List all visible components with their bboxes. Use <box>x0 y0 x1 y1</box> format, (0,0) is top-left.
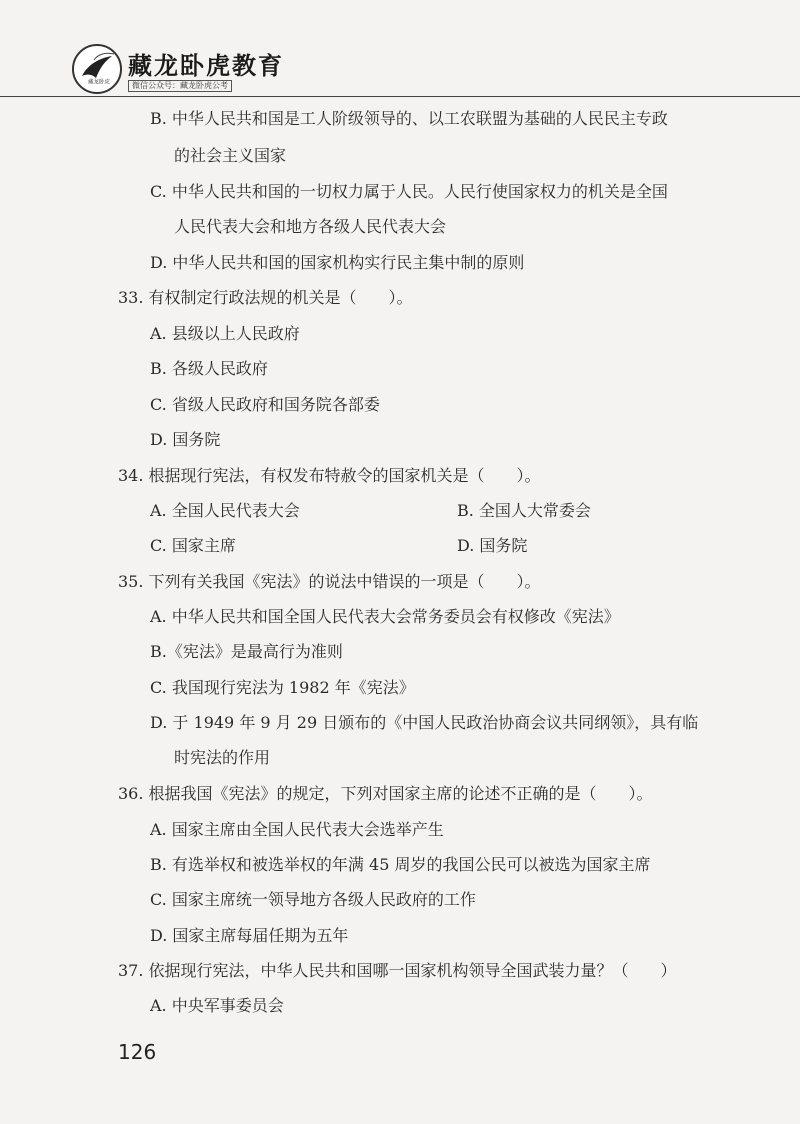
question-stem: 36. 根据我国《宪法》的规定，下列对国家主席的论述不正确的是（ ）。 <box>118 784 653 803</box>
brand-title: 藏龙卧虎教育 <box>128 52 284 80</box>
option-text: C. 国家主席 <box>150 536 236 555</box>
option-text: A. 全国人民代表大会 <box>150 501 300 520</box>
page-header <box>0 0 800 100</box>
option-text: C. 中华人民共和国的一切权力属于人民。人民行使国家权力的机关是全国 <box>150 182 668 201</box>
option-text: D. 于 1949 年 9 月 29 日颁布的《中国人民政治协商会议共同纲领》，具有临 <box>150 713 699 732</box>
option-text: B.《宪法》是最高行为准则 <box>150 642 343 661</box>
option-text: A. 中华人民共和国全国人民代表大会常务委员会有权修改《宪法》 <box>150 607 620 626</box>
option-text: B. 中华人民共和国是工人阶级领导的、以工农联盟为基础的人民民主专政 <box>150 109 668 128</box>
option-text: D. 国家主席每届任期为五年 <box>150 926 349 945</box>
option-text: D. 国务院 <box>150 430 221 449</box>
question-stem: 34. 根据现行宪法，有权发布特赦令的国家机关是（ ）。 <box>118 466 541 485</box>
page-number: 126 <box>118 1040 157 1064</box>
logo-text: 藏龙卧虎 <box>88 79 110 86</box>
option-text: C. 我国现行宪法为 1982 年《宪法》 <box>150 678 415 697</box>
option-text: B. 有选举权和被选举权的年满 45 周岁的我国公民可以被选为国家主席 <box>150 855 651 874</box>
option-text: A. 国家主席由全国人民代表大会选举产生 <box>150 820 444 839</box>
brand-subtitle: 微信公众号：藏龙卧虎公考 <box>128 80 232 92</box>
option-continuation: 时宪法的作用 <box>174 748 271 767</box>
question-stem: 35. 下列有关我国《宪法》的说法中错误的一项是（ ）。 <box>118 572 541 591</box>
question-stem: 33. 有权制定行政法规的机关是（ ）。 <box>118 288 413 307</box>
question-stem: 37. 依据现行宪法，中华人民共和国哪一国家机构领导全国武装力量？（ ） <box>118 961 677 980</box>
option-text: C. 省级人民政府和国务院各部委 <box>150 395 380 414</box>
option-text: D. 国务院 <box>457 536 528 555</box>
option-text: A. 县级以上人民政府 <box>150 324 300 343</box>
option-text: B. 全国人大常委会 <box>457 501 591 520</box>
option-text: C. 国家主席统一领导地方各级人民政府的工作 <box>150 890 476 909</box>
option-text: A. 中央军事委员会 <box>150 996 284 1015</box>
option-continuation: 人民代表大会和地方各级人民代表大会 <box>174 217 447 236</box>
brand-logo <box>72 44 122 94</box>
option-text: D. 中华人民共和国的国家机构实行民主集中制的原则 <box>150 253 525 272</box>
header-divider <box>0 96 800 97</box>
option-text: B. 各级人民政府 <box>150 359 268 378</box>
option-continuation: 的社会主义国家 <box>174 146 287 165</box>
